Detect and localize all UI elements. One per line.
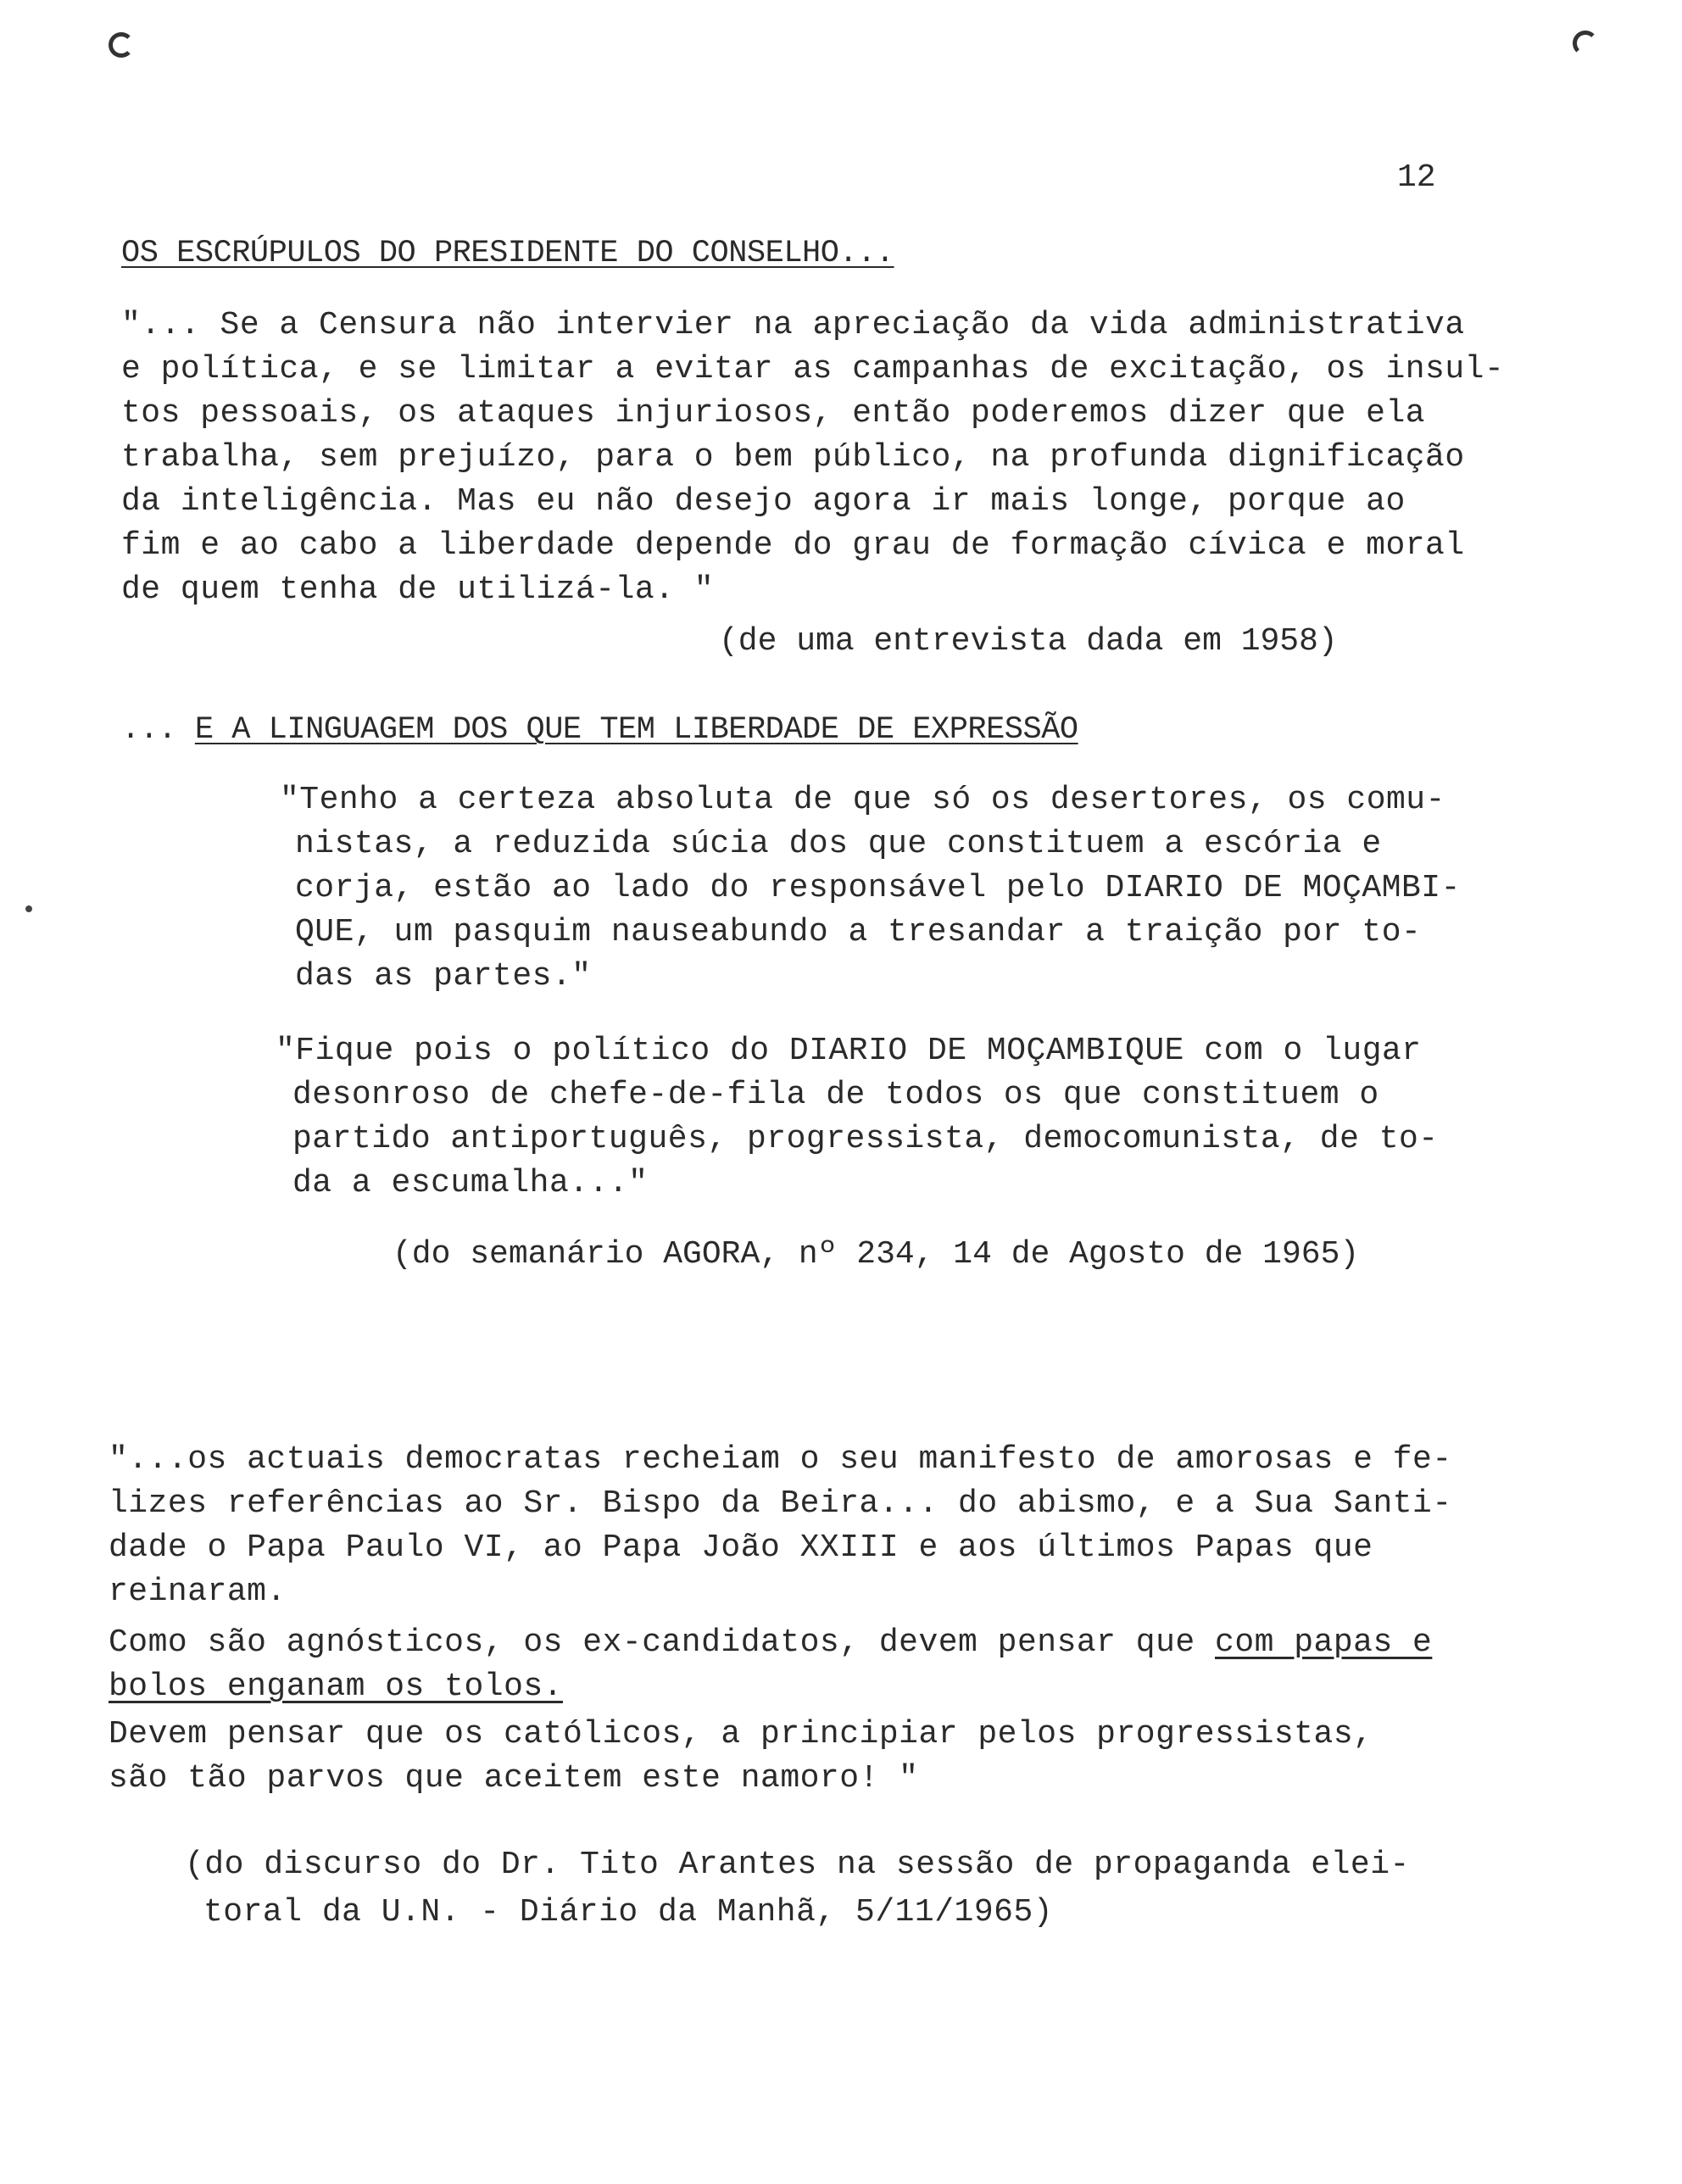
section1-source: (de uma entrevista dada em 1958) <box>719 623 1338 660</box>
section2-heading-text: E A LINGUAGEM DOS QUE TEM LIBERDADE DE EXPRESSÃO <box>194 712 1078 748</box>
section2-heading-prefix: ... <box>121 712 177 748</box>
quote-line: nistas, a reduzida súcia dos que constituem a escória e <box>295 826 1382 862</box>
quote-line: "Tenho a certeza absoluta de que só os desertores, os comu- <box>280 782 1445 818</box>
quote-line: desonroso de chefe-de-fila de todos os que constituem o <box>292 1077 1379 1113</box>
source-line: (do discurso do Dr. Tito Arantes na sessão de propaganda elei- <box>185 1847 1410 1883</box>
punch-hole-mark <box>1573 31 1598 56</box>
quote-line: de quem tenha de utilizá-la. " <box>121 571 715 608</box>
quote-line: fim e ao cabo a liberdade depende do grau de formação cívica e moral <box>121 527 1465 564</box>
page-number: 12 <box>1397 159 1436 196</box>
quote-line: "Fique pois o político do DIARIO DE MOÇAMBIQUE com o lugar <box>276 1033 1422 1069</box>
section2-heading <box>121 712 1078 748</box>
quote-line: e política, e se limitar a evitar as campanhas de excitação, os insul- <box>121 351 1505 387</box>
quote-line: das as partes." <box>295 958 592 994</box>
quote-line: "... Se a Censura não intervier na apreciação da vida administrativa <box>121 307 1465 343</box>
quote-line: Devem pensar que os católicos, a principiar pelos progressistas, <box>109 1716 1373 1752</box>
quote-line: da a escumalha..." <box>292 1165 649 1201</box>
underlined-phrase: bolos enganam os tolos. <box>109 1669 563 1705</box>
quote-line: são tão parvos que aceitem este namoro! " <box>109 1760 919 1797</box>
section1-heading-text: OS ESCRÚPULOS DO PRESIDENTE DO CONSELHO... <box>121 236 894 271</box>
quote-line-text: Como são agnósticos, os ex-candidatos, devem pensar que <box>109 1624 1216 1661</box>
quote-line: lizes referências ao Sr. Bispo da Beira... do abismo, e a Sua Santi- <box>109 1485 1452 1522</box>
quote-line: dade o Papa Paulo VI, ao Papa João XXIII e aos últimos Papas que <box>109 1529 1373 1566</box>
quote-line <box>109 1669 563 1705</box>
underlined-phrase: com papas e <box>1215 1624 1433 1661</box>
quote-line: partido antiportuguês, progressista, democomunista, de to- <box>292 1121 1439 1157</box>
quote-line: corja, estão ao lado do responsável pelo DIARIO DE MOÇAMBI- <box>295 870 1461 906</box>
quote-line: tos pessoais, os ataques injuriosos, então poderemos dizer que ela <box>121 395 1426 432</box>
quote-line <box>109 1624 1432 1661</box>
quote-line: trabalha, sem prejuízo, para o bem público, na profunda dignificação <box>121 439 1465 476</box>
punch-hole-mark <box>109 32 134 58</box>
section2-source: (do semanário AGORA, nº 234, 14 de Agosto de 1965) <box>393 1236 1360 1273</box>
section1-heading <box>121 236 894 271</box>
quote-line: da inteligência. Mas eu não desejo agora ir mais longe, porque ao <box>121 483 1406 520</box>
quote-line: QUE, um pasquim nauseabundo a tresandar a traição por to- <box>295 914 1422 950</box>
quote-line: reinaram. <box>109 1574 287 1610</box>
speck-mark <box>25 905 32 912</box>
source-line: toral da U.N. - Diário da Manhã, 5/11/1965) <box>203 1894 1054 1930</box>
quote-line: "...os actuais democratas recheiam o seu manifesto de amorosas e fe- <box>109 1441 1452 1478</box>
